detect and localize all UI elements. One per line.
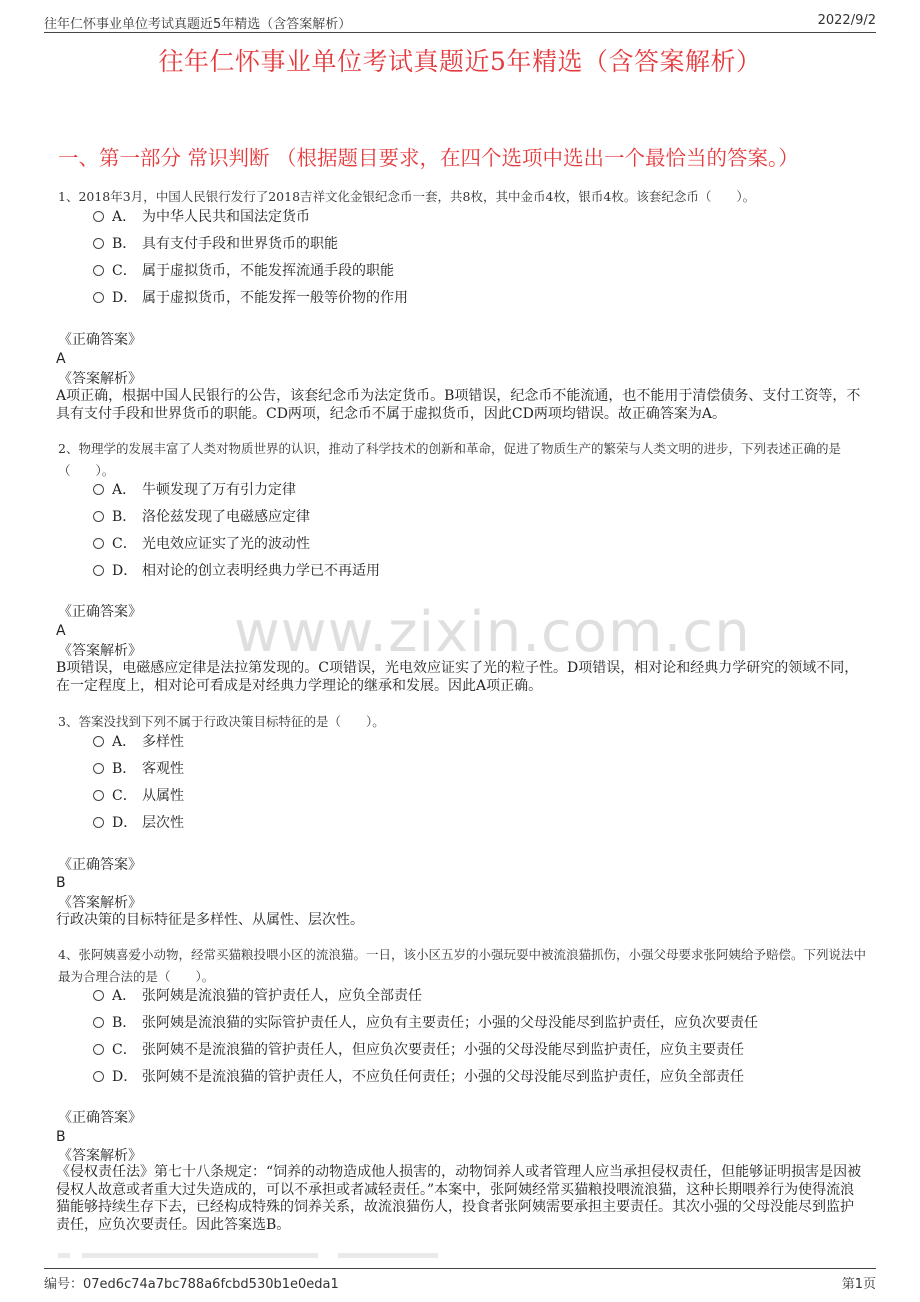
radio-icon[interactable] <box>93 790 104 801</box>
answer-option[interactable]: A． 张阿姨是流浪猫的管护责任人，应负全部责任 <box>93 986 422 1006</box>
footer-page-number: 第1页 <box>841 1277 876 1292</box>
answer-option[interactable]: B． 具有支付手段和世界货币的职能 <box>93 234 338 254</box>
radio-icon[interactable] <box>93 211 104 222</box>
answer-option[interactable]: D． 属于虚拟货币，不能发挥一般等价物的作用 <box>93 288 408 308</box>
radio-icon[interactable] <box>93 763 104 774</box>
page-footer <box>44 1268 876 1291</box>
answer-option[interactable]: D． 层次性 <box>93 813 184 833</box>
answer-option[interactable]: D． 张阿姨不是流浪猫的管护责任人，不应负任何责任；小强的父母没能尽到监护责任，应负全部责任 <box>93 1067 744 1087</box>
explanation-text: A项正确，根据中国人民银行的公告，该套纪念币为法定货币。B项错误，纪念币不能流通，也不能用于清偿债务、支付工资等，不具有支付手段和世界货币的职能。CD两项，纪念币不属于虚拟货币，因此CD两项均错误。故正确答案为A。 <box>56 388 861 422</box>
radio-icon[interactable] <box>93 990 104 1001</box>
answer-option[interactable]: C． 从属性 <box>93 786 184 806</box>
document-title: 往年仁怀事业单位考试真题近5年精选（含答案解析） <box>158 47 762 76</box>
correct-answer: B <box>56 875 66 891</box>
radio-icon[interactable] <box>93 1017 104 1028</box>
explanation-label: 《答案解析》 <box>58 1148 142 1164</box>
explanation-text: 行政决策的目标特征是多样性、从属性、层次性。 <box>56 912 364 928</box>
correct-answer: B <box>56 1129 66 1145</box>
question-stem: 3、答案没找到下列不属于行政决策目标特征的是（ ）。 <box>58 714 385 729</box>
correct-answer: A <box>56 351 66 367</box>
radio-icon[interactable] <box>93 817 104 828</box>
answer-option[interactable]: C． 光电效应证实了光的波动性 <box>93 534 310 554</box>
explanation-label: 《答案解析》 <box>58 643 142 659</box>
answer-option[interactable]: C． 张阿姨不是流浪猫的管护责任人，但应负次要责任；小强的父母没能尽到监护责任，应负主要责任 <box>93 1040 744 1060</box>
explanation-label: 《答案解析》 <box>58 895 142 911</box>
radio-icon[interactable] <box>93 565 104 576</box>
answer-option[interactable]: A． 牛顿发现了万有引力定律 <box>93 480 296 500</box>
radio-icon[interactable] <box>93 238 104 249</box>
question-stem: 2、物理学的发展丰富了人类对物质世界的认识，推动了科学技术的创新和革命，促进了物质生产的繁荣与人类文明的进步，下列表述正确的是（ ）。 <box>58 441 841 478</box>
radio-icon[interactable] <box>93 484 104 495</box>
radio-icon[interactable] <box>93 1044 104 1055</box>
answer-option[interactable]: B． 洛伦兹发现了电磁感应定律 <box>93 507 310 527</box>
explanation-text: 《侵权责任法》第七十八条规定：“饲养的动物造成他人损害的，动物饲养人或者管理人应当承担侵权责任，但能够证明损害是因被侵权人故意或者重大过失造成的，可以不承担或者减轻责任。”本案中，张阿姨经常买猫粮投喂流浪猫，这种长期喂养行为使得流浪猫能够持续生存下去，已经构成特殊的饲养关系，故流浪猫伤人，投食者张阿姨需要承担主要责任。其次小强的父母没能尽到监护责任，应负次要责任。因此答案选B。 <box>56 1164 862 1233</box>
answer-option[interactable]: B． 客观性 <box>93 759 184 779</box>
answer-option[interactable]: C． 属于虚拟货币，不能发挥流通手段的职能 <box>93 261 394 281</box>
header-date: 2022/9/2 <box>817 13 876 28</box>
section-heading: 一、第一部分 常识判断 （根据题目要求，在四个选项中选出一个最恰当的答案。） <box>58 146 799 170</box>
watermark: www.zixin.com.cn <box>234 600 751 665</box>
radio-icon[interactable] <box>93 736 104 747</box>
cut-off-next-question <box>58 1253 438 1258</box>
correct-answer-label: 《正确答案》 <box>58 857 142 873</box>
header-doc-title: 往年仁怀事业单位考试真题近5年精选（含答案解析） <box>44 17 352 32</box>
radio-icon[interactable] <box>93 511 104 522</box>
radio-icon[interactable] <box>93 1071 104 1082</box>
answer-option[interactable]: A． 多样性 <box>93 732 184 752</box>
explanation-text: B项错误，电磁感应定律是法拉第发现的。C项错误，光电效应证实了光的粒子性。D项错误，相对论和经典力学研究的领域不同，在一定程度上，相对论可看成是对经典力学理论的继承和发展。因此A项正确。 <box>56 660 859 694</box>
radio-icon[interactable] <box>93 265 104 276</box>
answer-option[interactable]: D． 相对论的创立表明经典力学已不再适用 <box>93 561 380 581</box>
radio-icon[interactable] <box>93 538 104 549</box>
correct-answer-label: 《正确答案》 <box>58 1110 142 1126</box>
answer-option[interactable]: B． 张阿姨是流浪猫的实际管护责任人，应负有主要责任；小强的父母没能尽到监护责任，应负次要责任 <box>93 1013 758 1033</box>
correct-answer-label: 《正确答案》 <box>58 604 142 620</box>
correct-answer: A <box>56 623 66 639</box>
radio-icon[interactable] <box>93 292 104 303</box>
page-header <box>44 10 876 33</box>
footer-doc-id: 编号：07ed6c74a7bc788a6fcbd530b1e0eda1 <box>44 1277 339 1292</box>
correct-answer-label: 《正确答案》 <box>58 332 142 348</box>
question-stem: 1、2018年3月，中国人民银行发行了2018吉祥文化金银纪念币一套，共8枚，其中金币4枚，银币4枚。该套纪念币（ ）。 <box>58 189 756 204</box>
explanation-label: 《答案解析》 <box>58 371 142 387</box>
question-stem: 4、张阿姨喜爱小动物，经常买猫粮投喂小区的流浪猫。一日，该小区五岁的小强玩耍中被流浪猫抓伤，小强父母要求张阿姨给予赔偿。下列说法中最为合理合法的是（ ）。 <box>58 947 866 984</box>
answer-option[interactable]: A． 为中华人民共和国法定货币 <box>93 207 310 227</box>
